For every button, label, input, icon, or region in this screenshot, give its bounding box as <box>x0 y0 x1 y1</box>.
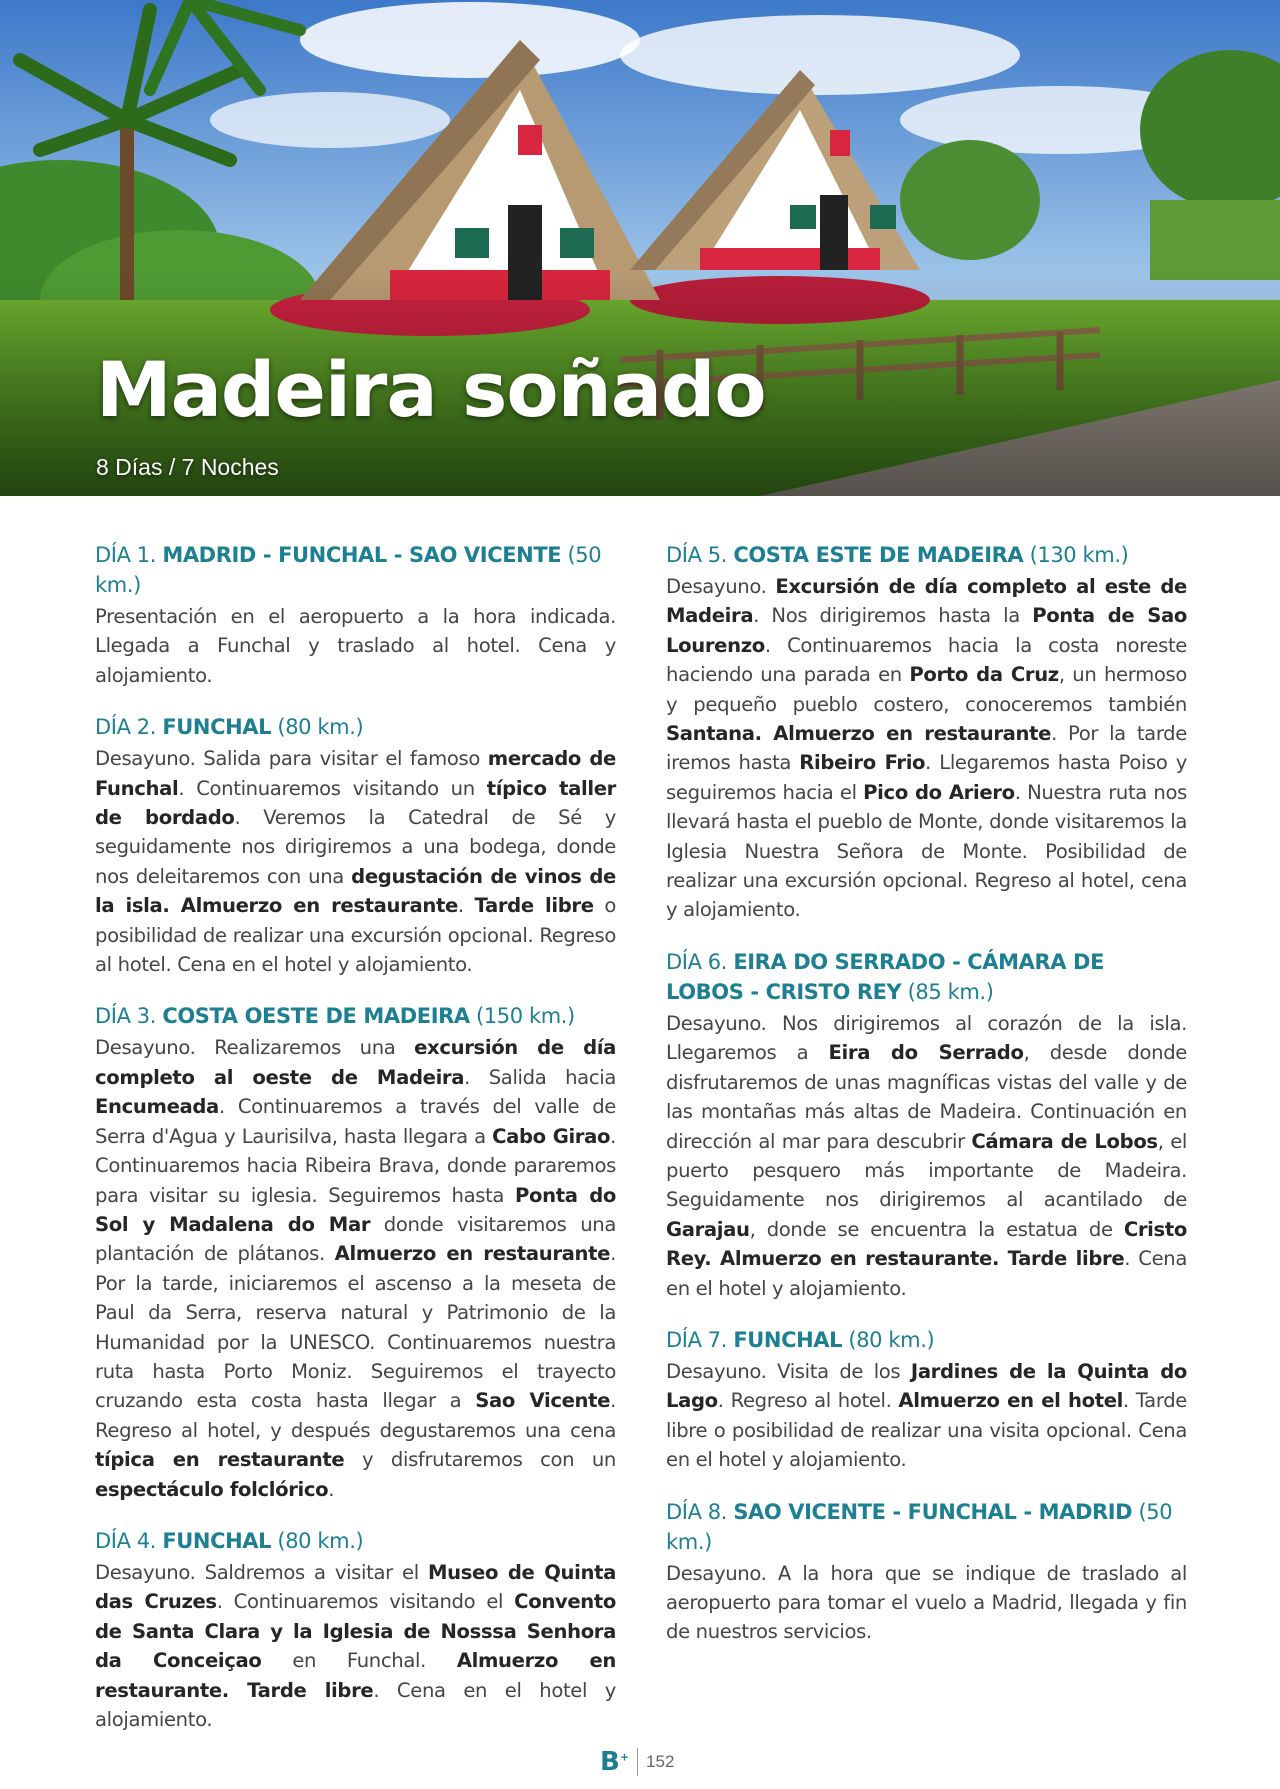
page-footer <box>600 1742 674 1782</box>
body-text: . Continuaremos a través del valle de Serra d'Agua y Laurisilva, hasta llegara a <box>95 1095 616 1148</box>
body-text: en Funchal. <box>261 1649 457 1673</box>
day-heading: DÍA 2. FUNCHAL (80 km.) <box>95 715 364 740</box>
highlight-text: Almuerzo en restaurante <box>334 1242 611 1266</box>
day-heading: DÍA 4. FUNCHAL (80 km.) <box>95 1528 364 1553</box>
day-section <box>95 1526 616 1734</box>
page-number: 152 <box>646 1752 675 1771</box>
body-text: . Nuestra ruta nos llevará hasta el pueblo de Monte, donde visitaremos la Iglesia Nuestra Señora de Monte. Posibilidad de realizar una excursión opcional. Regreso al hotel, cena y alojamiento. <box>666 780 1187 922</box>
brand-logo-icon: B+ <box>600 1747 630 1777</box>
body-text: . Cena en el hotel y alojamiento. <box>95 1678 616 1731</box>
day-description <box>666 1009 1187 1303</box>
highlight-text: Garajau <box>666 1217 750 1241</box>
body-text: Desayuno. Visita de los <box>666 1359 911 1383</box>
day-description <box>666 1559 1187 1647</box>
body-text: , el puerto pesquero más importante de Madeira. Seguidamente nos dirigiremos al acantilado de <box>666 1129 1188 1212</box>
body-text: . Continuaremos visitando el <box>216 1590 515 1614</box>
body-text: donde visitaremos una plantación de plátanos. <box>95 1212 616 1266</box>
day-heading: DÍA 6. EIRA DO SERRADO - CÁMARA DE LOBOS - CRISTO REY (85 km.) <box>666 949 1105 1004</box>
itinerary-column-left <box>95 540 616 1756</box>
hero-banner <box>0 0 1280 496</box>
body-text: Desayuno. Realizaremos una <box>95 1036 415 1060</box>
body-text: . Continuaremos visitando un <box>178 776 487 800</box>
body-text: . Por la tarde, iniciaremos el ascenso a la meseta de Paul da Serra, reserva natural y Patrimonio de la Humanidad por la UNESCO. Continuaremos nuestra ruta hasta Porto Moniz. Seguiremos el trayecto cruzando esta costa hasta llegar a <box>95 1242 616 1413</box>
day-description <box>95 1033 616 1504</box>
highlight-text: Almuerzo en el hotel <box>898 1389 1124 1413</box>
day-section <box>95 712 616 979</box>
highlight-text: Santana. Almuerzo en restaurante <box>666 722 1052 746</box>
body-text: . Continuaremos hacia la costa noreste haciendo una parada en <box>666 633 1187 687</box>
footer-divider <box>637 1748 638 1776</box>
highlight-text: Ponta do Sol y Madalena do Mar <box>95 1183 616 1236</box>
highlight-text: Porto da Cruz <box>909 663 1059 687</box>
page-title: Madeira soñado <box>96 345 766 434</box>
body-text: . <box>457 894 475 918</box>
highlight-text: Jardines de la Quinta do Lago <box>666 1359 1187 1413</box>
body-text: Desayuno. Salida para visitar el famoso <box>95 747 488 771</box>
body-text: Desayuno. Nos dirigiremos al corazón de la isla. Llegaremos a <box>666 1011 1187 1065</box>
trip-duration: 8 Días / 7 Noches <box>96 454 279 480</box>
body-text: o posibilidad de realizar una excursión opcional. Regreso al hotel. Cena en el hotel y alojamiento. <box>95 894 616 977</box>
day-description <box>95 602 616 690</box>
body-text: . Continuaremos hacia Ribeira Brava, donde pararemos para visitar su iglesia. Seguiremos hasta <box>95 1124 616 1207</box>
day-section <box>666 947 1187 1303</box>
highlight-text: mercado de Funchal <box>95 747 616 800</box>
highlight-text: Ribeiro Frio <box>799 751 926 775</box>
day-description <box>666 1357 1187 1475</box>
highlight-text: espectáculo folclórico <box>95 1477 329 1501</box>
day-section <box>666 1497 1187 1647</box>
day-heading: DÍA 5. COSTA ESTE DE MADEIRA (130 km.) <box>666 543 1129 567</box>
body-text: . Nos dirigiremos hasta la <box>753 604 1033 628</box>
day-section <box>666 540 1187 925</box>
highlight-text: típico taller de bordado <box>95 776 616 830</box>
day-description <box>95 1558 616 1734</box>
highlight-text: típica en restaurante <box>95 1448 345 1472</box>
highlight-text: Tarde libre <box>474 894 594 918</box>
body-text: y disfrutaremos con un <box>344 1448 616 1472</box>
highlight-text: excursión de día completo al oeste de Madeira <box>95 1036 616 1089</box>
highlight-text: Museo de Quinta das Cruzes <box>95 1560 616 1614</box>
highlight-text: Pico do Ariero <box>863 780 1015 804</box>
day-heading: DÍA 1. MADRID - FUNCHAL - SAO VICENTE (50 km.) <box>95 543 602 597</box>
body-text: , donde se encuentra la estatua de <box>749 1217 1124 1241</box>
highlight-text: Encumeada <box>95 1095 219 1119</box>
highlight-text: degustación de vinos de la isla. Almuerzo en restaurante <box>95 864 616 918</box>
body-text: , desde donde disfrutaremos de unas magníficas vistas del valle y de las montañas más altas de Madeira. Continuación en dirección al mar para descubrir <box>666 1041 1187 1153</box>
highlight-text: Cristo Rey. Almuerzo en restaurante. Tarde libre <box>666 1217 1187 1271</box>
body-text: . Regreso al hotel, y después degustaremos una cena <box>95 1389 616 1442</box>
highlight-text: Convento de Santa Clara y la Iglesia de Nosssa Senhora da Conceiçao <box>95 1590 616 1673</box>
day-section <box>666 1325 1187 1475</box>
highlight-text: Cabo Girao <box>492 1124 611 1148</box>
highlight-text: Sao Vicente <box>475 1389 611 1413</box>
day-section <box>95 1001 616 1504</box>
body-text: . Regreso al hotel. <box>717 1389 899 1413</box>
highlight-text: Cámara de Lobos <box>971 1129 1158 1153</box>
body-text: Presentación en el aeropuerto a la hora indicada. Llegada a Funchal y traslado al hotel. Cena y alojamiento. <box>95 605 616 687</box>
day-heading: DÍA 8. SAO VICENTE - FUNCHAL - MADRID (50 km.) <box>666 1499 1173 1554</box>
highlight-text: Excursión de día completo al este de Madeira <box>666 575 1188 628</box>
day-description <box>666 572 1187 925</box>
body-text: , un hermoso y pequeño pueblo costero, conoceremos también <box>666 663 1187 716</box>
body-text: . Salida hacia <box>464 1065 616 1089</box>
body-text: Desayuno. Saldremos a visitar el <box>95 1560 428 1584</box>
body-text: . Veremos la Catedral de Sé y seguidamente nos dirigiremos a una bodega, donde nos deleitaremos con una <box>95 806 616 888</box>
body-text: . Cena en el hotel y alojamiento. <box>666 1247 1187 1300</box>
day-description <box>95 744 616 979</box>
highlight-text: Eira do Serrado <box>828 1041 1024 1065</box>
highlight-text: Ponta de Sao Lourenzo <box>666 604 1187 657</box>
day-heading: DÍA 7. FUNCHAL (80 km.) <box>666 1327 935 1352</box>
itinerary-column-right <box>666 540 1187 1669</box>
body-text: . Llegaremos hasta Poiso y seguiremos hacia el <box>666 751 1187 804</box>
body-text: Desayuno. A la hora que se indique de traslado al aeropuerto para tomar el vuelo a Madrid, llegada y fin de nuestros servicios. <box>666 1561 1187 1644</box>
body-text: . Por la tarde iremos hasta <box>666 722 1187 775</box>
body-text: . <box>328 1477 335 1501</box>
highlight-text: Almuerzo en restaurante. Tarde libre <box>95 1649 617 1702</box>
body-text: . Tarde libre o posibilidad de realizar una visita opcional. Cena en el hotel y alojamiento. <box>666 1389 1187 1472</box>
day-heading: DÍA 3. COSTA OESTE DE MADEIRA (150 km.) <box>95 1004 575 1029</box>
body-text: Desayuno. <box>666 575 776 598</box>
day-section <box>95 540 616 690</box>
